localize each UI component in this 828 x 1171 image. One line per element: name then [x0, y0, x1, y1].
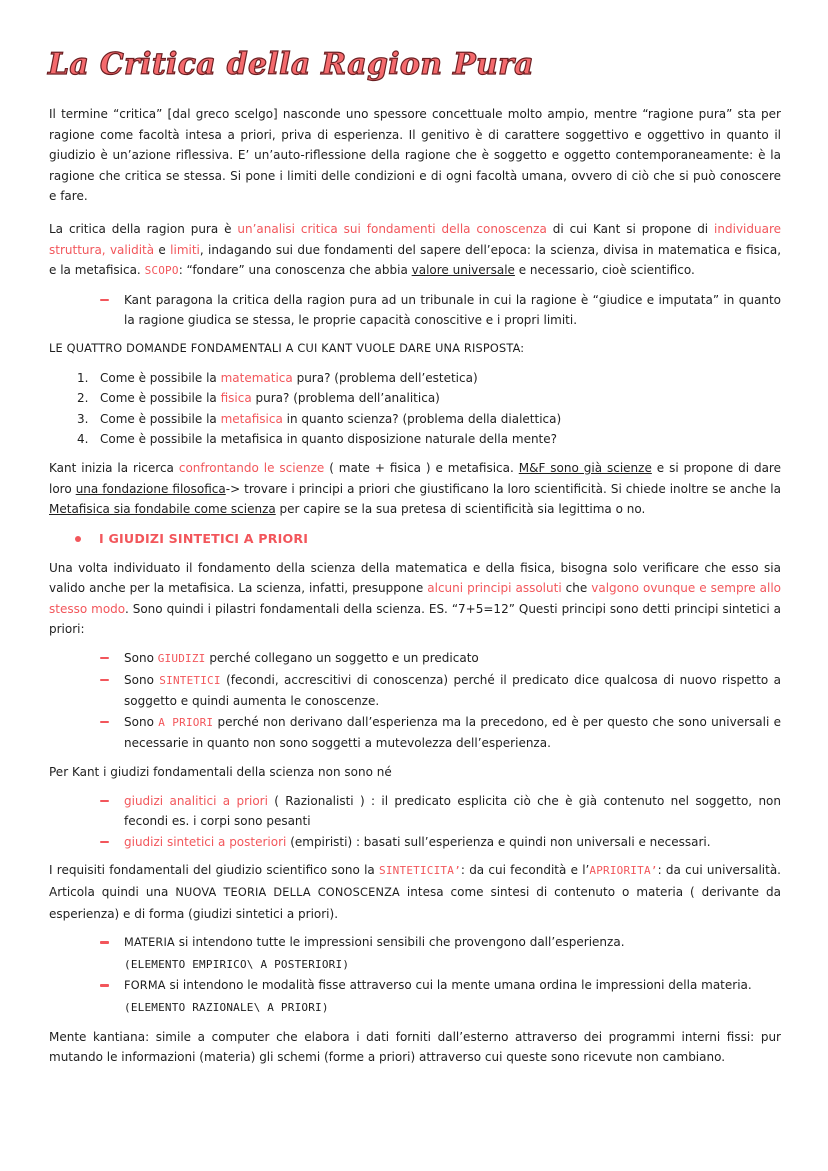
- section-heading: I GIUDIZI SINTETICI A PRIORI: [49, 528, 781, 550]
- list-item: 3. Come è possibile la metafisica in quanto scienza? (problema della dialettica): [77, 411, 562, 426]
- document-body: [49, 104, 781, 1068]
- domande-heading: LE QUATTRO DOMANDE FONDAMENTALI A CUI KANT VUOLE DARE UNA RISPOSTA:: [49, 341, 525, 355]
- domande-list: [49, 368, 781, 450]
- ricerca-paragraph: Kant inizia la ricerca confrontando le scienze ( mate + fisica ) e metafisica. M&F sono già scienze e si propone di dare loro una fondazione filosofica-> trovare i principi a priori che giustificano la loro scientificità. Si chiede inoltre se anche la Metafisica sia fondabile come scienza per capire se la sua pretesa di scientificità sia legittima o no.: [49, 460, 781, 517]
- requisiti-paragraph: I requisiti fondamentali del giudizio scientifico sono la SINTETICITA’: da cui fecondità e l’APRIORITA’: da cui universalità. Articola quindi una NUOVA TEORIA DELLA CONOSCENZA intesa come sintesi di contenuto o materia ( derivante da esperienza) e di forma (giudizi sintetici a priori).: [49, 863, 781, 921]
- tribunale-list: [49, 290, 781, 331]
- list-item: giudizi sintetici a posteriori (empiristi) : basati sull’esperienza e quindi non universali e necessari.: [100, 832, 781, 853]
- list-item: Kant paragona la critica della ragion pura ad un tribunale in cui la ragione è “giudice e imputata” in quanto la ragione giudica se stessa, le proprie capacità conoscitive e i propri limiti.: [100, 290, 781, 331]
- fondamento-paragraph: Una volta individuato il fondamento della scienza della matematica e della fisica, bisogna solo verificare che esso sia valido anche per la metafisica. La scienza, infatti, presuppone alcuni principi assoluti che valgono ovunque e sempre allo stesso modo. Sono quindi i pilastri fondamentali della scienza. ES. “7+5=12” Questi principi sono detti principi sintetici a priori:: [49, 560, 782, 637]
- list-item: 4. Come è possibile la metafisica in quanto disposizione naturale della mente?: [77, 432, 558, 447]
- list-item: 2. Come è possibile la fisica pura? (problema dell’analitica): [77, 391, 440, 406]
- list-item: Sono A PRIORI perché non derivano dall’esperienza ma la precedono, ed è per questo che sono universali e necessarie in quanto non sono soggetti a mutevolezza dell’esperienza.: [100, 712, 781, 754]
- list-item: FORMA si intendono le modalità fisse attraverso cui la mente umana ordina le impressioni della materia. (ELEMENTO RAZIONALE\ A PRIORI): [100, 975, 781, 1018]
- list-item: 1. Come è possibile la matematica pura? (problema dell’estetica): [77, 370, 478, 385]
- materia-forma-list: [49, 932, 781, 1018]
- definition-paragraph: La critica della ragion pura è un’analisi critica sui fondamenti della conoscenza di cui Kant si propone di individuare struttura, validità e limiti, indagando sui due fondamenti del sapere dell’epoca: la scienza, divisa in matematica e fisica, e la metafisica. SCOPO: “fondare” una conoscenza che abbia valore universale e necessario, cioè scientifico.: [49, 221, 782, 278]
- mente-paragraph: Mente kantiana: simile a computer che elabora i dati forniti dall’esterno attraverso dei programmi interni fissi: pur mutando le informazioni (materia) gli schemi (forme a priori) attraverso cui queste sono ricevute non cambiano.: [49, 1029, 781, 1065]
- intro-paragraph: Il termine “critica” [dal greco scelgo] nasconde uno spessore concettuale molto ampio, mentre “ragione pura” sta per ragione come facoltà intesa a priori, priva di esperienza. Il genitivo è di carattere soggettivo e oggettivo in quanto il giudizio è un’azione riflessiva. E’ un’auto-riflessione della ragione che è soggetto e oggetto contemporaneamente: è la ragione che critica se stessa. Si pone i limiti delle condizioni e di ogni facoltà umana, ovvero di ciò che si può conoscere e fare.: [49, 107, 781, 204]
- giudizi-intro: Per Kant i giudizi fondamentali della scienza non sono né: [49, 765, 392, 780]
- giudizi-non-list: [49, 791, 781, 853]
- bullet-dot-icon: [75, 536, 81, 542]
- giudizi-list: [49, 648, 781, 754]
- list-item: Sono GIUDIZI perché collegano un soggetto e un predicato: [100, 648, 781, 670]
- list-item: Sono SINTETICI (fecondi, accrescitivi di conoscenza) perché il predicato dice qualcosa di nuovo rispetto a soggetto e quindi aumenta le conoscenze.: [100, 670, 781, 712]
- list-item: MATERIA si intendono tutte le impressioni sensibili che provengono dall’esperienza. (ELEMENTO EMPIRICO\ A POSTERIORI): [100, 932, 781, 975]
- list-item: giudizi analitici a priori ( Razionalisti ) : il predicato esplicita ciò che è già contenuto nel soggetto, non fecondi es. i corpi sono pesanti: [100, 791, 781, 832]
- scopo-label: SCOPO: [144, 264, 179, 278]
- page-title: La Critica della Ragion Pura: [48, 47, 534, 82]
